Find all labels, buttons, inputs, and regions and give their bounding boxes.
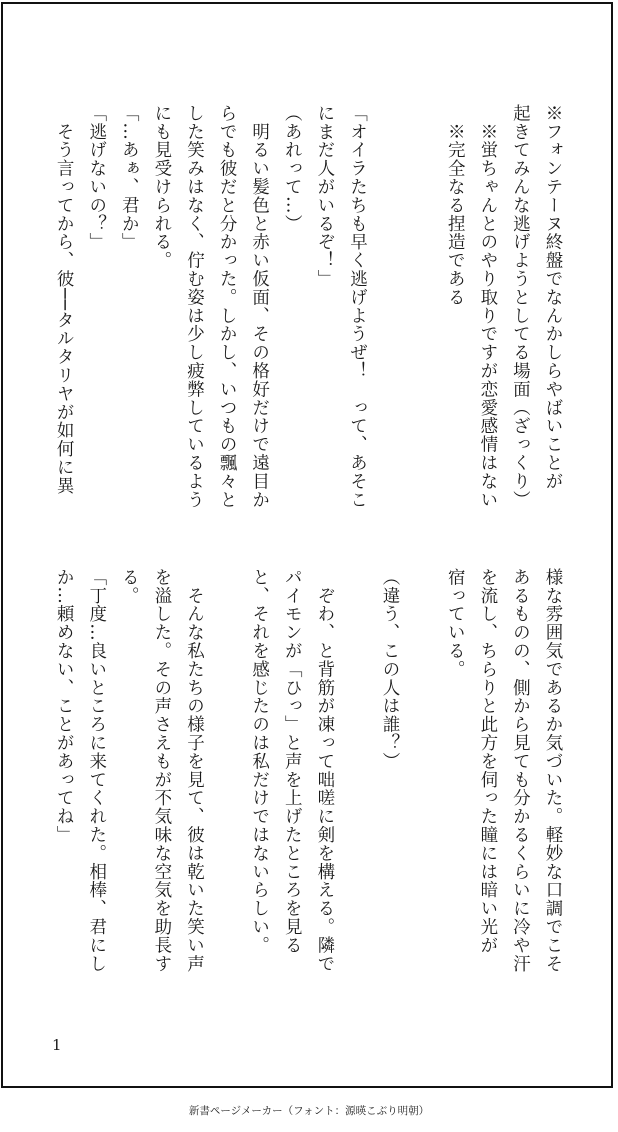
text-line: と、それを感じたのは私だけではないらしい。 [249, 568, 270, 955]
text-line: そんな私たちの様子を見て、彼は乾いた笑い声 [184, 568, 205, 973]
text-line: 起きてみんな逃げようとしてる場面（ざっくり） [510, 104, 531, 509]
text-line: にも見受けられる。 [151, 104, 172, 270]
text-line: にまだ人がいるぞ！」 [314, 104, 335, 288]
text-line: 「…あぁ、君か」 [119, 104, 140, 252]
text-line: 「丁度…良いところに来てくれた。相棒、君にし [86, 568, 107, 973]
text-line: ※蛍ちゃんとのやり取りですが恋愛感情はない [477, 104, 498, 509]
text-line: あるものの、側から見ても分かるくらいに冷や汗 [510, 568, 531, 973]
lower-text-block [49, 568, 569, 993]
text-line: を溢した。その声さえもが不気味な空気を助長す [151, 568, 172, 973]
text-line [341, 568, 374, 993]
text-line: ぞわ、と背筋が凍って咄嗟に剣を構える。隣で [314, 568, 335, 973]
text-line: （あれって…） [282, 104, 303, 233]
upper-text-block [49, 104, 569, 529]
footer-caption: 新書ページメーカー（フォント：源暎こぶり明朝） [188, 1105, 430, 1117]
text-line: か…頼めない、ことがあってね」 [54, 568, 75, 844]
text-line: した笑みはなく、佇む姿は少し疲弊しているよう [184, 104, 205, 509]
text-line: （違う、この人は誰？） [380, 568, 401, 771]
text-line: る。 [119, 568, 140, 605]
text-line [210, 568, 243, 993]
text-line: 「逃げないの？」 [86, 104, 107, 252]
text-line: らでも彼だと分かった。しかし、いつもの飄々と [217, 104, 238, 509]
text-line: を流し、ちらりと此方を伺った瞳には暗い光が [477, 568, 498, 955]
text-line: パイモンが「ひっ」と声を上げたところを見る [282, 568, 303, 955]
text-line: ※完全なる捏造である [445, 104, 466, 307]
text-line: 様な雰囲気であるか気づいた。軽妙な口調でこそ [543, 568, 563, 973]
text-line: ※フォンテーヌ終盤でなんかしらやばいことが [543, 104, 563, 491]
text-line: そう言ってから、彼──タルタリヤが如何に異 [54, 104, 75, 495]
text-line: 「オイラたちも早く逃げようぜ！ って、あそこ [347, 104, 368, 509]
text-line [373, 104, 406, 529]
text-line: 宿っている。 [445, 568, 466, 679]
text-line [406, 568, 439, 993]
text-line: 明るい髪色と赤い仮面、その格好だけで遠目か [249, 104, 270, 509]
book-page [1, 2, 613, 1088]
text-line [406, 104, 439, 529]
page-number: 1 [52, 1036, 62, 1054]
